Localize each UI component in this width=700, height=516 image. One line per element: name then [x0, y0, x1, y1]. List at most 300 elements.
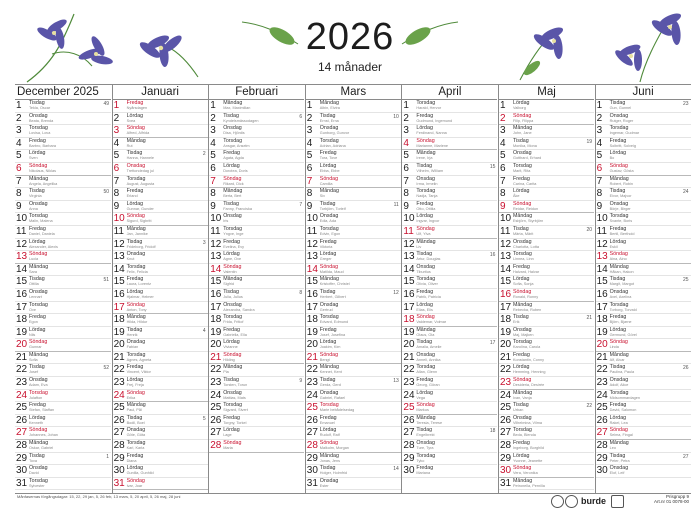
day-cell: [306, 213, 401, 226]
day-number: 22: [306, 364, 318, 376]
weekday-label: Onsdag: [319, 389, 339, 396]
eco-badge-icon: [611, 495, 624, 508]
weekday-label: Fredag: [319, 326, 337, 333]
day-cell: [306, 176, 401, 189]
day-number: 4: [403, 137, 409, 149]
name-day: Karolina, Carola: [513, 345, 541, 350]
name-day: Emanuel: [319, 420, 335, 425]
day-number: 7: [210, 175, 216, 187]
weekday-label: Lördag: [416, 301, 433, 308]
day-cell: [402, 352, 497, 365]
name-day: Selma, Fingal: [609, 433, 633, 438]
name-day: Gun, Gunnel: [609, 106, 632, 110]
weekday-label: Söndag: [29, 427, 48, 434]
name-day: Patrik, Patricia: [416, 294, 441, 299]
weekday-label: Lördag: [416, 213, 433, 220]
footer-note: Månfasernas förgångsdagar: 15, 22, 29 jan, 5, 26 feb, 13 mars, 5, 20 april, 5, 26 maj, 28 juni: [17, 494, 181, 499]
day-cell: [402, 314, 497, 327]
day-number: 8: [403, 188, 409, 200]
name-day: Midsommardagen: [609, 395, 640, 400]
day-number: 1: [210, 100, 216, 111]
day-number: 1: [306, 100, 313, 111]
day-cell: [499, 465, 594, 478]
day-number: 29: [403, 452, 415, 464]
day-cell: [499, 201, 594, 214]
day-number: 16: [306, 288, 318, 300]
weekday-label: Onsdag: [513, 150, 532, 157]
day-cell: [499, 264, 594, 277]
day-cell: [15, 390, 111, 403]
weekday-label: Torsdag: [513, 427, 532, 434]
month-column: [498, 85, 594, 493]
weekday-label: Söndag: [416, 402, 435, 409]
name-day: Ansgar, Anselm: [223, 143, 250, 148]
day-cell: [209, 276, 304, 289]
week-number: 10: [393, 113, 399, 120]
day-cell: [596, 251, 691, 264]
day-cell: [15, 364, 111, 377]
weekday-label: Lördag: [29, 238, 46, 245]
weekday-label: Söndag: [29, 162, 48, 169]
name-day: Allan, Glenn: [416, 370, 438, 375]
weekday-label: Fredag: [126, 188, 144, 195]
weekday-label: Fredag: [223, 414, 240, 421]
day-cell: [209, 188, 304, 201]
weekday-label: Lördag: [319, 427, 337, 434]
day-number: 8: [210, 188, 216, 200]
weekday-label: Torsdag: [223, 314, 243, 321]
day-cell: [113, 327, 208, 340]
weekday-label: Torsdag: [513, 339, 532, 346]
weekday-label: Lördag: [319, 339, 337, 346]
calendar-year: 2026: [305, 16, 395, 58]
name-day: Ernst, Erna: [319, 118, 339, 123]
day-number: 19: [403, 326, 415, 338]
day-number: 19: [306, 326, 318, 338]
weekday-label: Söndag: [513, 377, 532, 384]
day-number: 9: [596, 200, 603, 212]
month-column: [208, 85, 304, 493]
day-number: 5: [596, 150, 603, 162]
day-cell: [113, 364, 208, 377]
day-number: 12: [596, 238, 608, 250]
name-day: Ulf, Ylva: [416, 231, 431, 236]
weekday-label: Måndag: [319, 452, 339, 459]
name-day: Hjalmar, Helmer: [126, 294, 154, 299]
name-day: Liv: [416, 244, 422, 249]
day-number: 14: [306, 263, 318, 275]
day-cell: [113, 251, 208, 264]
day-cell: [15, 201, 111, 214]
day-number: 2: [306, 112, 313, 124]
name-day: Konstantin, Conny: [513, 357, 545, 362]
day-cell: [402, 390, 497, 403]
weekday-label: Måndag: [126, 225, 146, 232]
weekday-label: Fredag: [319, 414, 337, 421]
day-number: 14: [210, 263, 222, 275]
name-day: Kennet, Kent: [319, 370, 342, 375]
weekday-label: Söndag: [223, 263, 242, 270]
name-day: Diana: [126, 458, 137, 463]
month-column: [305, 85, 401, 493]
day-cell: [113, 390, 208, 403]
name-day: Laura, Lorentz: [126, 282, 152, 287]
month-heading: Maj: [499, 85, 594, 100]
name-day: Valdemar, Volmar: [416, 320, 447, 325]
day-number: 13: [16, 251, 28, 263]
weekday-label: Måndag: [416, 238, 436, 245]
weekday-label: Tisdag: [29, 188, 45, 195]
weekday-label: Söndag: [513, 465, 532, 472]
weekday-label: Torsdag: [609, 389, 629, 396]
day-number: 10: [403, 213, 415, 225]
day-cell: [209, 113, 304, 126]
day-number: 15: [16, 276, 28, 288]
name-day: Anneli, Annika: [416, 357, 441, 362]
day-number: 29: [500, 452, 512, 464]
name-day: Mariana: [416, 471, 431, 476]
day-cell: [596, 163, 691, 176]
day-cell: [306, 201, 401, 214]
weekday-label: Torsdag: [513, 251, 532, 258]
day-number: 14: [113, 263, 125, 275]
week-number: 1: [106, 453, 109, 460]
weekday-label: Lördag: [513, 364, 530, 371]
day-cell: [306, 289, 401, 302]
weekday-label: Måndag: [319, 100, 339, 106]
week-number: 14: [393, 466, 399, 473]
week-number: 26: [683, 365, 689, 372]
weekday-label: Onsdag: [29, 377, 48, 384]
day-cell: [596, 125, 691, 138]
name-day: Johannes, Johan: [29, 433, 58, 438]
weekday-label: Onsdag: [223, 213, 242, 220]
name-day: Edvard, Edmund: [319, 320, 349, 325]
name-day: Vilhelm, William: [416, 168, 444, 173]
name-day: Karl, Karla: [126, 446, 145, 451]
day-number: 26: [500, 414, 512, 426]
day-cell: [596, 226, 691, 239]
day-number: 29: [113, 452, 125, 464]
name-day: Mattias, Mats: [223, 395, 246, 400]
weekday-label: Söndag: [319, 263, 339, 270]
name-day: Märta, Märit: [513, 231, 534, 236]
weekday-label: Lördag: [29, 326, 46, 333]
name-day: Sara: [29, 269, 38, 274]
name-day: Urban: [513, 408, 524, 413]
day-number: 4: [306, 137, 313, 149]
name-day: Gabriel, Rafael: [319, 395, 346, 400]
day-number: 24: [306, 389, 318, 401]
day-number: 28: [16, 440, 28, 452]
month-heading: Februari: [209, 85, 304, 100]
weekday-label: Söndag: [223, 351, 242, 358]
day-number: 6: [596, 162, 603, 174]
name-day: Nyårsdagen: [126, 106, 148, 110]
day-cell: [306, 339, 401, 352]
day-number: 25: [403, 402, 415, 414]
week-number: 7: [299, 201, 303, 208]
weekday-label: Måndag: [126, 137, 146, 144]
name-day: August, Augusta: [126, 181, 155, 186]
day-cell: [209, 150, 304, 163]
day-number: 24: [210, 389, 222, 401]
name-day: Pia: [223, 370, 229, 375]
name-day: Aina, Aino: [609, 257, 627, 262]
day-number: 31: [306, 477, 318, 489]
name-day: Erika: [126, 395, 136, 400]
day-cell: [209, 390, 304, 403]
day-cell: [499, 377, 594, 390]
day-cell: [596, 239, 691, 252]
weekday-label: Måndag: [416, 150, 436, 157]
name-day: Engelbrekt: [416, 433, 435, 438]
day-cell: [499, 390, 594, 403]
name-day: Edvin, Egon: [319, 231, 341, 236]
day-number: 18: [210, 314, 222, 326]
day-number: 25: [210, 402, 222, 414]
weekday-label: Fredag: [29, 402, 46, 409]
weekday-label: Lördag: [513, 100, 530, 106]
weekday-label: Tisdag: [609, 100, 626, 106]
day-number: 1: [500, 100, 506, 111]
weekday-label: Fredag: [29, 225, 46, 232]
day-cell: [402, 138, 497, 151]
weekday-label: Söndag: [513, 200, 532, 207]
month-heading: Januari: [113, 85, 208, 100]
name-day: Frideborg, Fridolf: [126, 244, 156, 249]
weekday-label: Lördag: [609, 326, 627, 333]
day-cell: [499, 339, 594, 352]
name-day: Anna: [29, 206, 38, 211]
weekday-label: Tisdag: [319, 465, 336, 472]
weekday-label: Måndag: [609, 263, 629, 270]
day-number: 1: [16, 100, 22, 111]
weekday-label: Lördag: [609, 150, 627, 157]
name-day: Göte, Göta: [126, 433, 146, 438]
week-number: 51: [103, 277, 109, 284]
day-number: 23: [500, 377, 512, 389]
name-day: Yvonne, Jeanette: [513, 458, 543, 463]
day-cell: [596, 289, 691, 302]
day-number: 20: [500, 339, 512, 351]
name-day: Malkolm, Morgan: [319, 446, 349, 451]
day-cell: [113, 377, 208, 390]
day-number: 23: [596, 377, 608, 389]
name-day: Matilda, Maud: [319, 269, 344, 274]
name-day: Börje, Birger: [609, 206, 631, 211]
name-day: Barbro, Barbara: [29, 143, 57, 148]
day-cell: [596, 377, 691, 390]
weekday-label: Fredag: [223, 238, 240, 245]
weekday-label: Måndag: [513, 389, 533, 396]
day-cell: [499, 188, 594, 201]
weekday-label: Torsdag: [223, 225, 243, 232]
day-cell: [15, 138, 111, 151]
weekday-label: Måndag: [29, 263, 49, 270]
day-number: 24: [16, 389, 28, 401]
name-day: Adolf, Alice: [609, 383, 629, 388]
name-day: Elof, Leif: [609, 471, 625, 476]
calendar-subtitle: 14 månader: [317, 60, 383, 74]
day-number: 3: [16, 125, 22, 137]
day-cell: [402, 264, 497, 277]
name-day: Marit, Rita: [513, 168, 531, 173]
weekday-label: Måndag: [513, 125, 533, 132]
name-day: Greger: [319, 257, 332, 262]
day-number: 7: [500, 175, 506, 187]
day-cell: [113, 427, 208, 440]
name-day: Ivan, Vanja: [513, 395, 532, 400]
weekday-label: Lördag: [126, 288, 144, 295]
week-number: 5: [202, 415, 206, 422]
name-day: Kristoffer, Christel: [319, 282, 350, 287]
weekday-label: Torsdag: [319, 225, 339, 232]
day-cell: [209, 213, 304, 226]
weekday-label: Torsdag: [319, 137, 339, 144]
day-number: 11: [403, 225, 414, 237]
name-day: Ingvar, Ingvor: [416, 219, 440, 224]
weekday-label: Onsdag: [416, 175, 435, 182]
weekday-label: Måndag: [223, 100, 243, 106]
day-cell: [15, 339, 111, 352]
weekday-label: Tisdag: [29, 276, 45, 283]
name-day: Jonas, Jens: [319, 458, 341, 463]
weekday-label: Torsdag: [29, 125, 48, 132]
name-day: Gunnar, Gunder: [126, 206, 154, 211]
day-cell: [402, 226, 497, 239]
day-number: 9: [210, 200, 216, 212]
day-cell: [499, 276, 594, 289]
day-number: 30: [16, 465, 28, 477]
day-number: 4: [500, 137, 506, 149]
day-cell: [306, 427, 401, 440]
name-day: Björn, Bjarne: [609, 320, 632, 325]
day-cell: [306, 390, 401, 403]
name-day: Ingemar, Gudmar: [609, 131, 640, 136]
day-number: 21: [113, 351, 125, 363]
name-day: Rakel, Lea: [609, 420, 628, 425]
day-cell: [402, 113, 497, 126]
month-column: [112, 85, 208, 493]
day-number: 12: [306, 238, 318, 250]
day-number: 22: [403, 364, 415, 376]
weekday-label: Måndag: [416, 326, 436, 333]
weekday-label: Fredag: [126, 364, 144, 371]
day-cell: [402, 188, 497, 201]
name-day: Agata, Agda: [223, 156, 244, 161]
weekday-label: Torsdag: [416, 452, 436, 459]
day-number: 16: [403, 288, 415, 300]
day-number: 9: [113, 200, 120, 212]
name-day: Bodil, Boel: [126, 420, 145, 425]
name-day: Elias, Elis: [416, 307, 433, 312]
name-day: Nadja, Tanja: [416, 194, 438, 199]
week-number: 18: [489, 428, 496, 435]
day-number: 26: [403, 414, 415, 426]
weekday-label: Tisdag: [319, 288, 336, 295]
day-cell: [113, 226, 208, 239]
day-number: 5: [210, 150, 216, 162]
fsc-badge-icon: [551, 495, 564, 508]
weekday-label: Söndag: [126, 213, 145, 220]
day-number: 10: [210, 213, 222, 225]
day-number: 6: [16, 162, 22, 174]
weekday-label: Måndag: [319, 276, 339, 283]
day-cell: [209, 377, 304, 390]
day-number: 28: [403, 440, 415, 452]
day-cell: [209, 100, 304, 113]
day-cell: [596, 453, 691, 466]
name-day: Gertrud: [319, 307, 333, 312]
weekday-label: Onsdag: [609, 200, 629, 207]
name-day: Agnes, Agneta: [126, 357, 152, 362]
name-day: Charlotta, Lotta: [513, 244, 539, 249]
weekday-label: Fredag: [416, 465, 434, 472]
day-number: 11: [16, 225, 27, 237]
weekday-label: Torsdag: [126, 175, 146, 182]
name-day: Tekla, Oscar: [29, 106, 51, 110]
name-day: Paul, Pål: [126, 408, 142, 413]
day-number: 22: [16, 364, 28, 376]
weekday-label: Måndag: [513, 477, 533, 484]
day-cell: [15, 100, 111, 113]
day-cell: [306, 364, 401, 377]
day-number: 28: [500, 440, 512, 452]
day-number: 14: [596, 263, 608, 275]
day-number: 12: [210, 238, 222, 250]
weekday-label: Fredag: [416, 288, 434, 295]
weekday-label: Onsdag: [126, 162, 146, 169]
name-day: Agne, Ove: [223, 257, 242, 262]
weekday-label: Onsdag: [29, 112, 48, 119]
day-number: 21: [306, 351, 318, 363]
day-cell: [306, 113, 401, 126]
day-number: 19: [113, 326, 125, 338]
day-number: 18: [403, 314, 415, 326]
day-cell: [113, 213, 208, 226]
day-cell: [596, 339, 691, 352]
day-number: 8: [306, 188, 313, 200]
name-day: Margit, Margot: [609, 282, 635, 287]
day-cell: [499, 226, 594, 239]
weekday-label: Måndag: [319, 364, 339, 371]
weekday-label: Tisdag: [513, 137, 529, 144]
name-day: Vera, Veronika: [513, 471, 538, 476]
day-cell: [113, 125, 208, 138]
day-cell: [499, 289, 594, 302]
weekday-label: Torsdag: [416, 364, 436, 371]
day-number: 31: [16, 477, 28, 489]
day-number: 25: [16, 402, 28, 414]
day-cell: [113, 302, 208, 315]
weekday-label: Fredag: [609, 225, 627, 232]
weekday-label: Söndag: [223, 175, 242, 182]
weekday-label: Lördag: [609, 414, 627, 421]
day-cell: [499, 427, 594, 440]
week-number: 50: [103, 189, 109, 196]
day-number: 10: [16, 213, 28, 225]
day-cell: [499, 239, 594, 252]
day-number: 17: [500, 301, 512, 313]
day-number: 12: [403, 238, 415, 250]
day-number: 11: [500, 225, 511, 237]
weekday-label: Fredag: [513, 440, 530, 447]
weekday-label: Tisdag: [29, 100, 45, 106]
day-cell: [113, 289, 208, 302]
day-number: 21: [500, 351, 512, 363]
day-cell: [113, 138, 208, 151]
